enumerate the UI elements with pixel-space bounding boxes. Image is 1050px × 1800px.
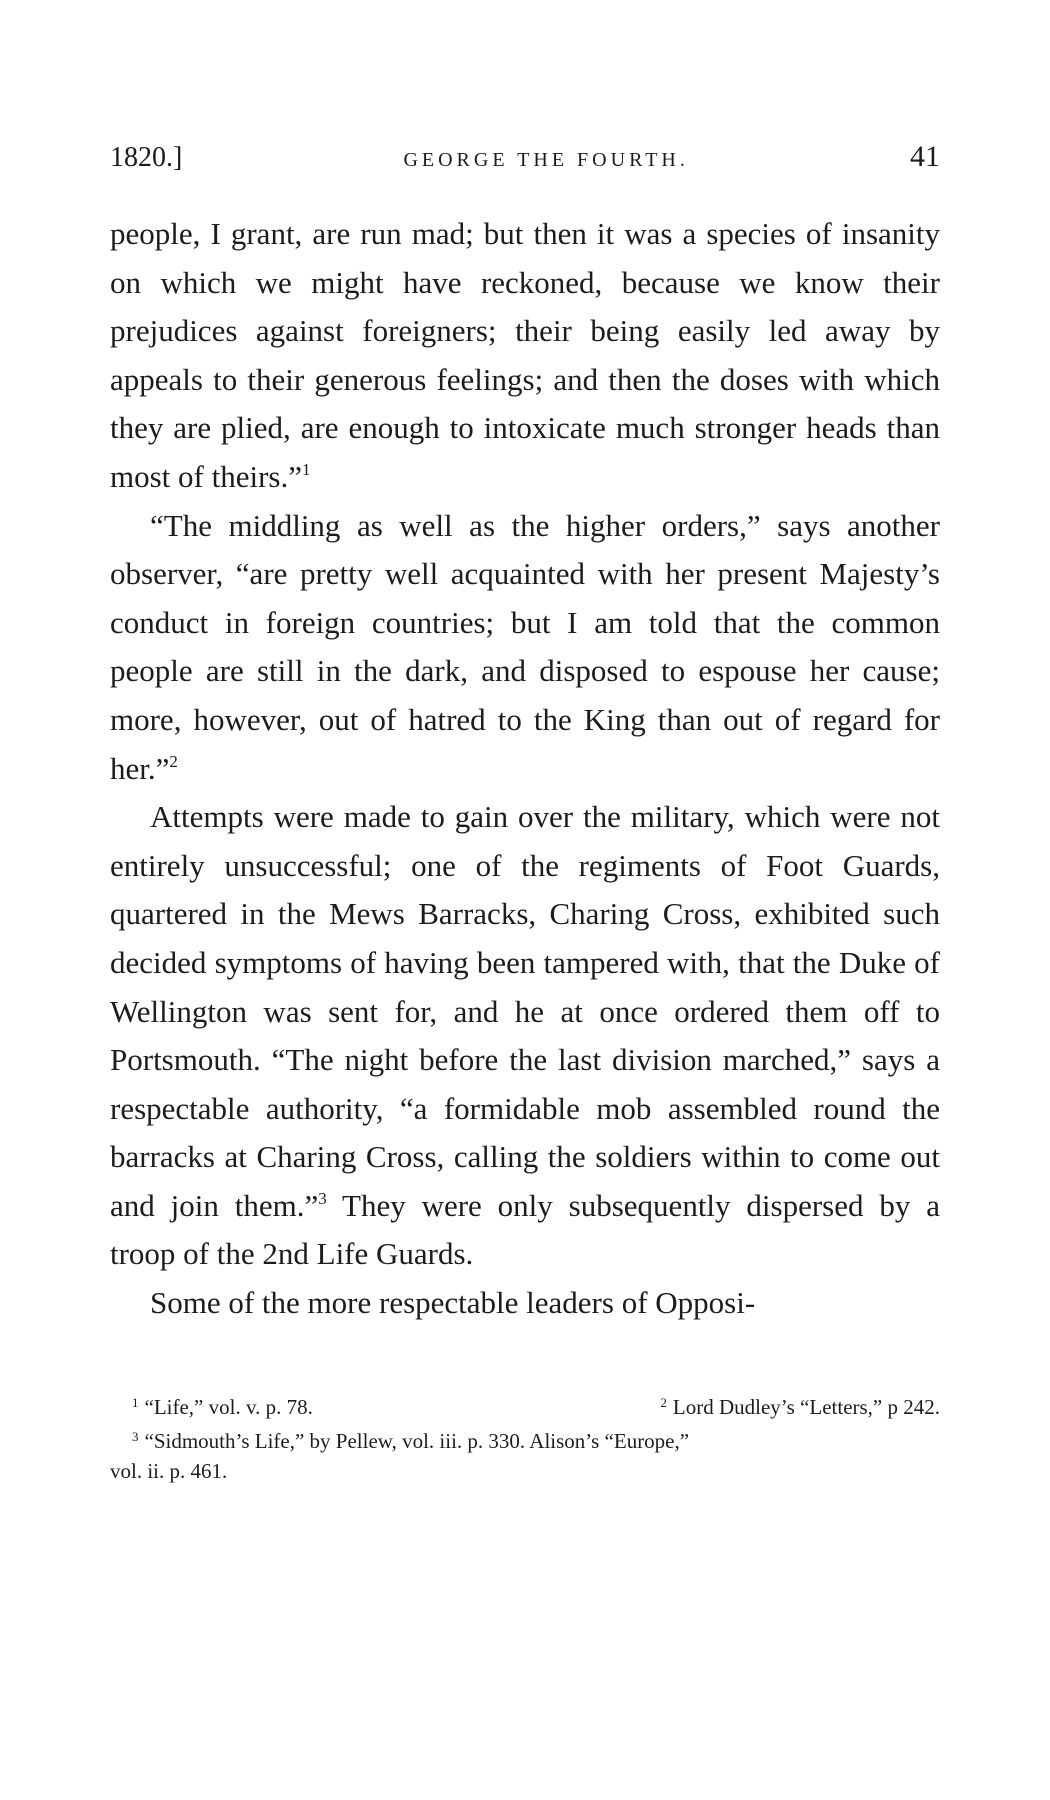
header-title: GEORGE THE FOURTH. [403, 149, 689, 171]
footnote-1-text: “Life,” vol. v. p. 78. [144, 1394, 313, 1419]
footnote-3-mark: 3 [132, 1428, 139, 1444]
body-text [110, 210, 940, 1328]
footnote-row-1 [110, 1388, 940, 1422]
header-year: 1820.] [110, 142, 183, 173]
page-number: 41 [909, 140, 940, 173]
footnote-2 [660, 1388, 940, 1422]
footnote-1 [132, 1388, 313, 1422]
paragraph-1-text: people, I grant, are run mad; but then it was a species of insanity on which we might have reckoned, because we know their prejudices against foreigners; their being easily led away by appeals to their generous feelings; and then the doses with which they are plied, are enough to intoxicate much stronger heads than most of theirs.” [110, 216, 940, 494]
paragraph-2 [110, 502, 940, 794]
footnote-3 [110, 1422, 940, 1456]
running-head [110, 140, 940, 186]
paragraph-3 [110, 793, 940, 1279]
paragraph-3-text-a: Attempts were made to gain over the military, which were not entirely unsuccessful; one of the regiments of Foot Guards, quartered in the Mews Barracks, Charing Cross, exhibited such decided symptoms of having been tampered with, that the Duke of Wellington was sent for, and he at once ordered them off to Portsmouth. “The night before the last division marched,” says a respectable authority, “a formidable mob assembled round the barracks at Charing Cross, calling the soldiers within to come out and join them.” [110, 799, 940, 1223]
footnote-3-text: “Sidmouth’s Life,” by Pellew, vol. iii. p. 330. Alison’s “Europe,” [144, 1428, 690, 1453]
note-ref-1: 1 [302, 459, 311, 479]
paragraph-2-text: “The middling as well as the higher orders,” says another observer, “are pretty well acquainted with her present Majesty’s conduct in foreign countries; but I am told that the common people are still in the dark, and disposed to espouse her cause; more, however, out of hatred to the King than out of regard for her.” [110, 507, 940, 786]
note-ref-3: 3 [318, 1188, 327, 1208]
footnote-1-mark: 1 [132, 1394, 139, 1410]
paragraph-4 [110, 1279, 940, 1328]
paragraph-3-text-b: They were only subsequently dispersed by a troop of the 2nd Life Guards. [110, 1187, 940, 1272]
footnote-2-text: Lord Dudley’s “Letters,” p 242. [672, 1394, 940, 1419]
note-ref-2: 2 [169, 751, 178, 771]
paragraph-4-text: Some of the more respectable leaders of Opposi- [150, 1285, 756, 1321]
paragraph-1 [110, 210, 940, 502]
footnotes [110, 1388, 940, 1486]
footnote-3-continuation: vol. ii. p. 461. [110, 1458, 228, 1483]
footnote-2-mark: 2 [660, 1394, 667, 1410]
book-page [110, 140, 940, 1486]
